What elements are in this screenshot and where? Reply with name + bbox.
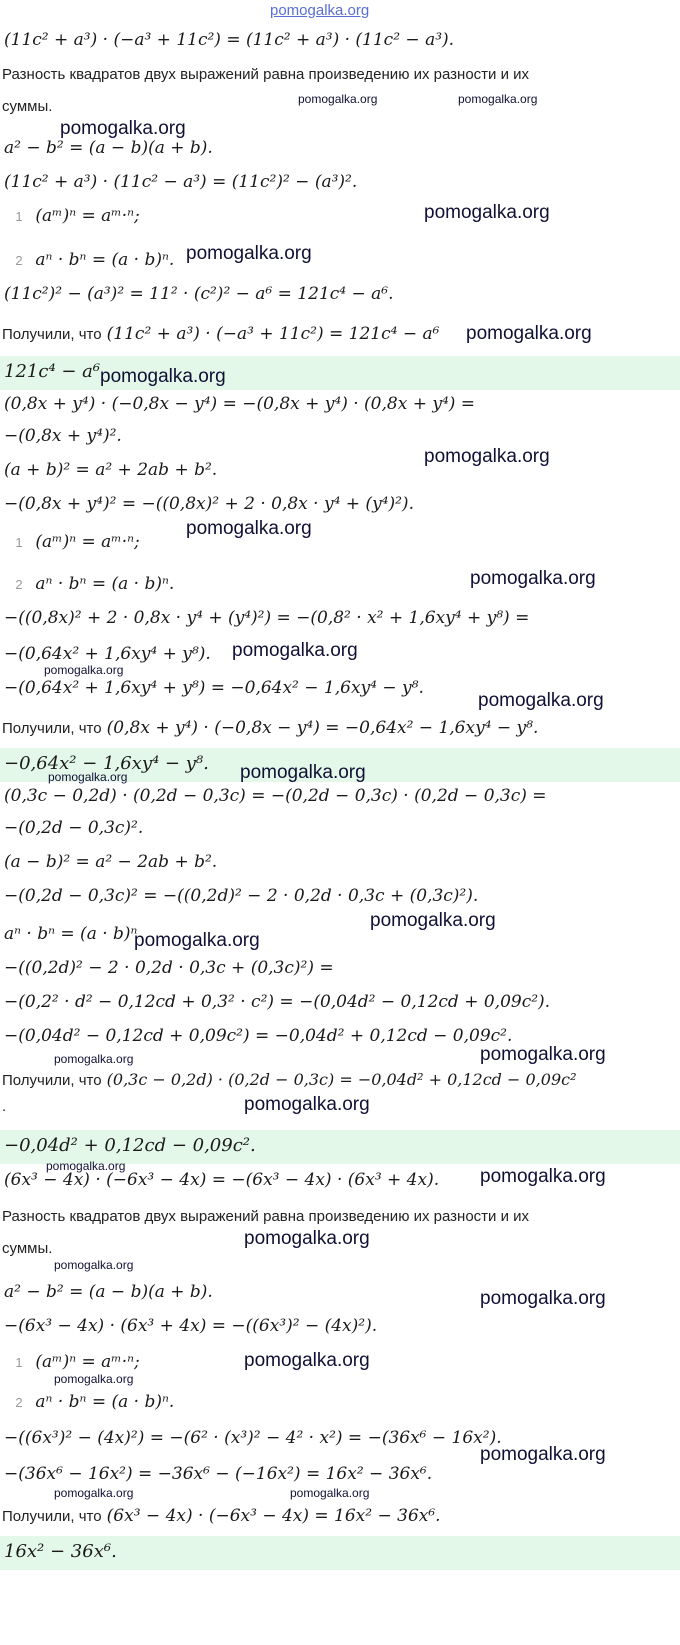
p1-line-4: a² − b² = (a − b)(a + b). — [4, 138, 213, 158]
p3-line-8: −(0,04d² − 0,12cd + 0,09c²) = −0,04d² + 0,12cd − 0,09c². — [4, 1026, 513, 1046]
p4-rule-1 — [0, 1352, 140, 1372]
p4-answer: 16x² − 36x⁶. — [4, 1541, 117, 1562]
result-formula: (6x³ − 4x) · (−6x³ − 4x) = 16x² − 36x⁶. — [106, 1506, 441, 1526]
p4-line-4: a² − b² = (a − b)(a + b). — [4, 1282, 213, 1302]
p4-result — [2, 1506, 441, 1526]
watermark: pomogalka.org — [478, 690, 604, 711]
watermark: pomogalka.org — [424, 446, 550, 467]
rule-formula: (aᵐ)ⁿ = aᵐ·ⁿ; — [35, 1352, 140, 1372]
p1-rule-1 — [0, 206, 140, 226]
p4-line-8: −((6x³)² − (4x)²) = −(6² · (x³)² − 4² · x²) = −(36x⁶ − 16x²). — [4, 1428, 502, 1448]
p3-line-1: (0,3c − 0,2d) · (0,2d − 0,3c) = −(0,2d − 0,3c) · (0,2d − 0,3c) = — [4, 786, 547, 806]
result-prefix: Получили, что — [2, 1508, 102, 1525]
rule-formula: (aᵐ)ⁿ = aᵐ·ⁿ; — [35, 532, 140, 552]
rule-number: 1 — [15, 535, 23, 550]
watermark: pomogalka.org — [480, 1044, 606, 1065]
p3-line-6: −((0,2d)² − 2 · 0,2d · 0,3c + (0,3c)²) = — [4, 958, 334, 978]
p4-text-2: суммы. — [2, 1240, 53, 1257]
p3-line-4: −(0,2d − 0,3c)² = −((0,2d)² − 2 · 0,2d · 0,3c + (0,3c)²). — [4, 886, 479, 906]
watermark: pomogalka.org — [186, 518, 312, 539]
result-prefix: Получили, что — [2, 1072, 102, 1089]
watermark: pomogalka.org — [424, 202, 550, 223]
p1-result — [2, 324, 439, 344]
rule-number: 1 — [15, 1355, 23, 1370]
watermark: pomogalka.org — [232, 640, 358, 661]
rule-number: 2 — [15, 1395, 23, 1410]
p1-line-1: (11c² + a³) · (−a³ + 11c²) = (11c² + a³) · (11c² − a³). — [4, 30, 455, 50]
p2-rule-1 — [0, 532, 140, 552]
p4-line-1: (6x³ − 4x) · (−6x³ − 4x) = −(6x³ − 4x) · (6x³ + 4x). — [4, 1170, 440, 1190]
p3-result — [2, 1070, 577, 1089]
p2-result — [2, 718, 538, 738]
watermark: pomogalka.org — [54, 1372, 134, 1386]
p1-line-8: (11c²)² − (a³)² = 11² · (c²)² − a⁶ = 121c⁴ − a⁶. — [4, 284, 394, 304]
p3-trailing-dot: . — [2, 1098, 7, 1115]
watermark: pomogalka.org — [244, 1228, 370, 1249]
p2-line-2: −(0,8x + y⁴)². — [4, 426, 122, 446]
watermark: pomogalka.org — [458, 92, 538, 106]
p3-line-2: −(0,2d − 0,3c)². — [4, 818, 144, 838]
watermark: pomogalka.org — [100, 366, 226, 387]
rule-number: 1 — [15, 209, 23, 224]
watermark: pomogalka.org — [480, 1166, 606, 1187]
rule-number: 2 — [15, 577, 23, 592]
p1-rule-2 — [0, 250, 174, 270]
p3-line-7: −(0,2² · d² − 0,12cd + 0,3² · c²) = −(0,04d² − 0,12cd + 0,09c²). — [4, 992, 551, 1012]
p2-answer: −0,64x² − 1,6xy⁴ − y⁸. — [4, 753, 209, 774]
p1-answer: 121c⁴ − a⁶ — [4, 361, 101, 382]
p3-answer: −0,04d² + 0,12cd − 0,09c². — [4, 1135, 256, 1156]
rule-formula: (aᵐ)ⁿ = aᵐ·ⁿ; — [35, 206, 140, 226]
p1-text-1: Разность квадратов двух выражений равна произведению их разности и их — [2, 66, 530, 83]
watermark: pomogalka.org — [466, 323, 592, 344]
rule-number: 2 — [15, 253, 23, 268]
watermark: pomogalka.org — [48, 770, 128, 784]
result-prefix: Получили, что — [2, 326, 102, 343]
watermark: pomogalka.org — [240, 762, 366, 783]
watermark: pomogalka.org — [46, 1159, 126, 1173]
watermark: pomogalka.org — [44, 663, 124, 677]
p4-text-1: Разность квадратов двух выражений равна произведению их разности и их — [2, 1208, 530, 1225]
p4-rule-2 — [0, 1392, 174, 1412]
p2-rule-2 — [0, 574, 174, 594]
p2-line-8: −(0,64x² + 1,6xy⁴ + y⁸). — [4, 644, 211, 664]
watermark: pomogalka.org — [134, 930, 260, 951]
result-formula: (0,8x + y⁴) · (−0,8x − y⁴) = −0,64x² − 1,6xy⁴ − y⁸. — [106, 718, 539, 738]
watermark: pomogalka.org — [480, 1288, 606, 1309]
watermark: pomogalka.org — [244, 1094, 370, 1115]
watermark: pomogalka.org — [298, 92, 378, 106]
watermark: pomogalka.org — [60, 118, 186, 139]
result-prefix: Получили, что — [2, 720, 102, 737]
p2-line-4: −(0,8x + y⁴)² = −((0,8x)² + 2 · 0,8x · y⁴ + (y⁴)²). — [4, 494, 414, 514]
p4-answer-box — [0, 1536, 680, 1570]
p2-line-3: (a + b)² = a² + 2ab + b². — [4, 460, 218, 480]
p3-line-3: (a − b)² = a² − 2ab + b². — [4, 852, 218, 872]
watermark: pomogalka.org — [54, 1258, 134, 1272]
watermark: pomogalka.org — [244, 1350, 370, 1371]
result-formula: (11c² + a³) · (−a³ + 11c²) = 121c⁴ − a⁶ — [106, 324, 440, 344]
watermark: pomogalka.org — [54, 1052, 134, 1066]
p1-line-5: (11c² + a³) · (11c² − a³) = (11c²)² − (a³)². — [4, 172, 358, 192]
watermark: pomogalka.org — [480, 1444, 606, 1465]
site-watermark-link[interactable]: pomogalka.org — [270, 2, 370, 19]
watermark: pomogalka.org — [370, 910, 496, 931]
p2-line-7: −((0,8x)² + 2 · 0,8x · y⁴ + (y⁴)²) = −(0,8² · x² + 1,6xy⁴ + y⁸) = — [4, 608, 530, 628]
p4-line-9: −(36x⁶ − 16x²) = −36x⁶ − (−16x²) = 16x² − 36x⁶. — [4, 1464, 433, 1484]
rule-formula: aⁿ · bⁿ = (a · b)ⁿ. — [35, 1392, 175, 1412]
rule-formula: aⁿ · bⁿ = (a · b)ⁿ. — [35, 574, 175, 594]
p2-line-9: −(0,64x² + 1,6xy⁴ + y⁸) = −0,64x² − 1,6xy⁴ − y⁸. — [4, 678, 424, 698]
result-formula: (0,3c − 0,2d) · (0,2d − 0,3c) = −0,04d² + 0,12cd − 0,09c² — [106, 1070, 577, 1089]
p3-line-5: aⁿ · bⁿ = (a · b)ⁿ — [4, 924, 138, 944]
watermark: pomogalka.org — [290, 1486, 370, 1500]
p1-text-2: суммы. — [2, 98, 53, 115]
watermark: pomogalka.org — [54, 1486, 134, 1500]
watermark: pomogalka.org — [186, 243, 312, 264]
p2-line-1: (0,8x + y⁴) · (−0,8x − y⁴) = −(0,8x + y⁴) · (0,8x + y⁴) = — [4, 394, 476, 414]
watermark: pomogalka.org — [470, 568, 596, 589]
rule-formula: aⁿ · bⁿ = (a · b)ⁿ. — [35, 250, 175, 270]
p4-line-5: −(6x³ − 4x) · (6x³ + 4x) = −((6x³)² − (4x)²). — [4, 1316, 378, 1336]
